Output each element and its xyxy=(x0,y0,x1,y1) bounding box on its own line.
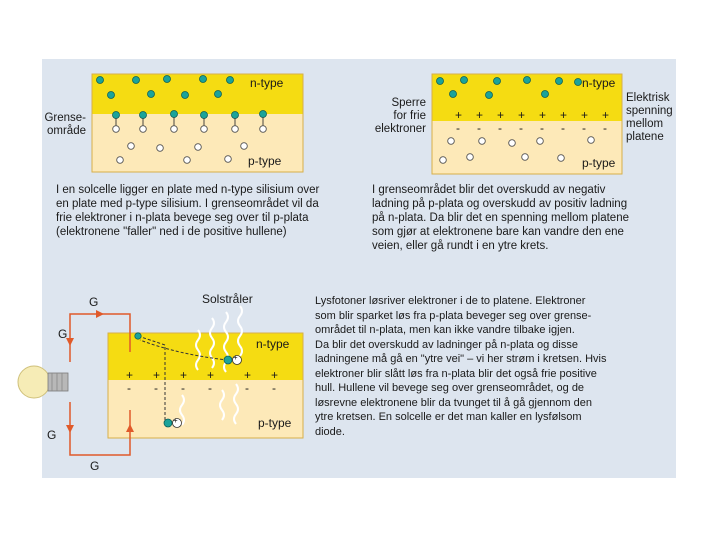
diagram3-p-label: p-type xyxy=(258,416,292,430)
plus-sign: + xyxy=(455,108,463,122)
plus-sign: + xyxy=(271,368,279,382)
plus-sign: + xyxy=(180,368,188,382)
minus-sign: - xyxy=(477,121,481,135)
plus-sign: + xyxy=(207,368,215,382)
minus-sign: - xyxy=(582,121,586,135)
wire-label-g: G xyxy=(90,459,100,473)
plus-sign: + xyxy=(560,108,568,122)
hole-symbol: + xyxy=(173,416,178,425)
diagram3-caption: Lysfotoner løsriver elektroner i de to platene. Elektroner som blir sparket løs fra p-plata beveger seg over grense- området til n-plata, men kan ikke vandre tilbake igjen. Da blir det overskudd av ladninger på n-plata og disse ladningene må gå en "ytre vei" – vi her strøm i kretsen. Hvis elektroner blir slått løs fra n-plata blir det også frie positive hull. Hullene vil bevege seg over grenseområdet, og de løsrevne elektronene blir da tvunget til å gå gjennom den ytre kretsen. En solcelle er det man kaller en lysfølsom diode. xyxy=(315,295,607,438)
light-bulb-icon xyxy=(18,366,68,398)
diagram1-side-label: Grense- område xyxy=(44,112,86,137)
minus-sign: - xyxy=(208,381,212,395)
minus-sign: - xyxy=(456,121,460,135)
electrons-n xyxy=(135,333,141,339)
plus-sign: + xyxy=(539,108,547,122)
plus-sign: + xyxy=(581,108,589,122)
diagram2-caption: I grenseområdet blir det overskudd av negativ ladning på p-plata og overskudd av positiv ladning på n-plata. Da blir det en spenning mellom platene som gjør at elektronene bare kan vandre den ene veien, eller gå rundt i en ytre krets. xyxy=(372,184,629,252)
wire-label-g: G xyxy=(58,327,68,341)
diagram3-sun-label: Solstråler xyxy=(202,292,253,306)
hole-symbol: + xyxy=(233,353,238,362)
wire-label-g: G xyxy=(89,295,99,309)
minus-sign: - xyxy=(561,121,565,135)
plus-sign: + xyxy=(153,368,161,382)
minus-sign: - xyxy=(181,381,185,395)
diagram1-caption: I en solcelle ligger en plate med n-type silisium over en plate med p-type silisium. I grenseområdet vil da frie elektroner i n-plata bevege seg over til p-plata (elektronene "faller" ned i de positive hullene) xyxy=(56,184,320,238)
diagram3-n-label: n-type xyxy=(256,337,290,351)
plus-sign: + xyxy=(476,108,484,122)
minus-sign: - xyxy=(245,381,249,395)
minus-sign: - xyxy=(519,121,523,135)
plus-sign: + xyxy=(602,108,610,122)
minus-sign: - xyxy=(603,121,607,135)
diagram1-p-label: p-type xyxy=(248,154,282,168)
diagram2-p-label: p-type xyxy=(582,156,616,170)
diagram2-left-label: Sperre for frie elektroner xyxy=(374,97,426,135)
minus-sign: - xyxy=(540,121,544,135)
plus-sign: + xyxy=(126,368,134,382)
plus-sign: + xyxy=(518,108,526,122)
minus-sign: - xyxy=(498,121,502,135)
minus-sign: - xyxy=(127,381,131,395)
diagram2-n-label: n-type xyxy=(582,76,616,90)
plus-sign: + xyxy=(244,368,252,382)
minus-sign: - xyxy=(272,381,276,395)
plus-sign: + xyxy=(497,108,505,122)
diagram1-n-label: n-type xyxy=(250,76,284,90)
diagram2-right-label: Elektrisk spenning mellom platene xyxy=(626,92,673,143)
minus-sign: - xyxy=(154,381,158,395)
wire-label-g: G xyxy=(47,428,57,442)
